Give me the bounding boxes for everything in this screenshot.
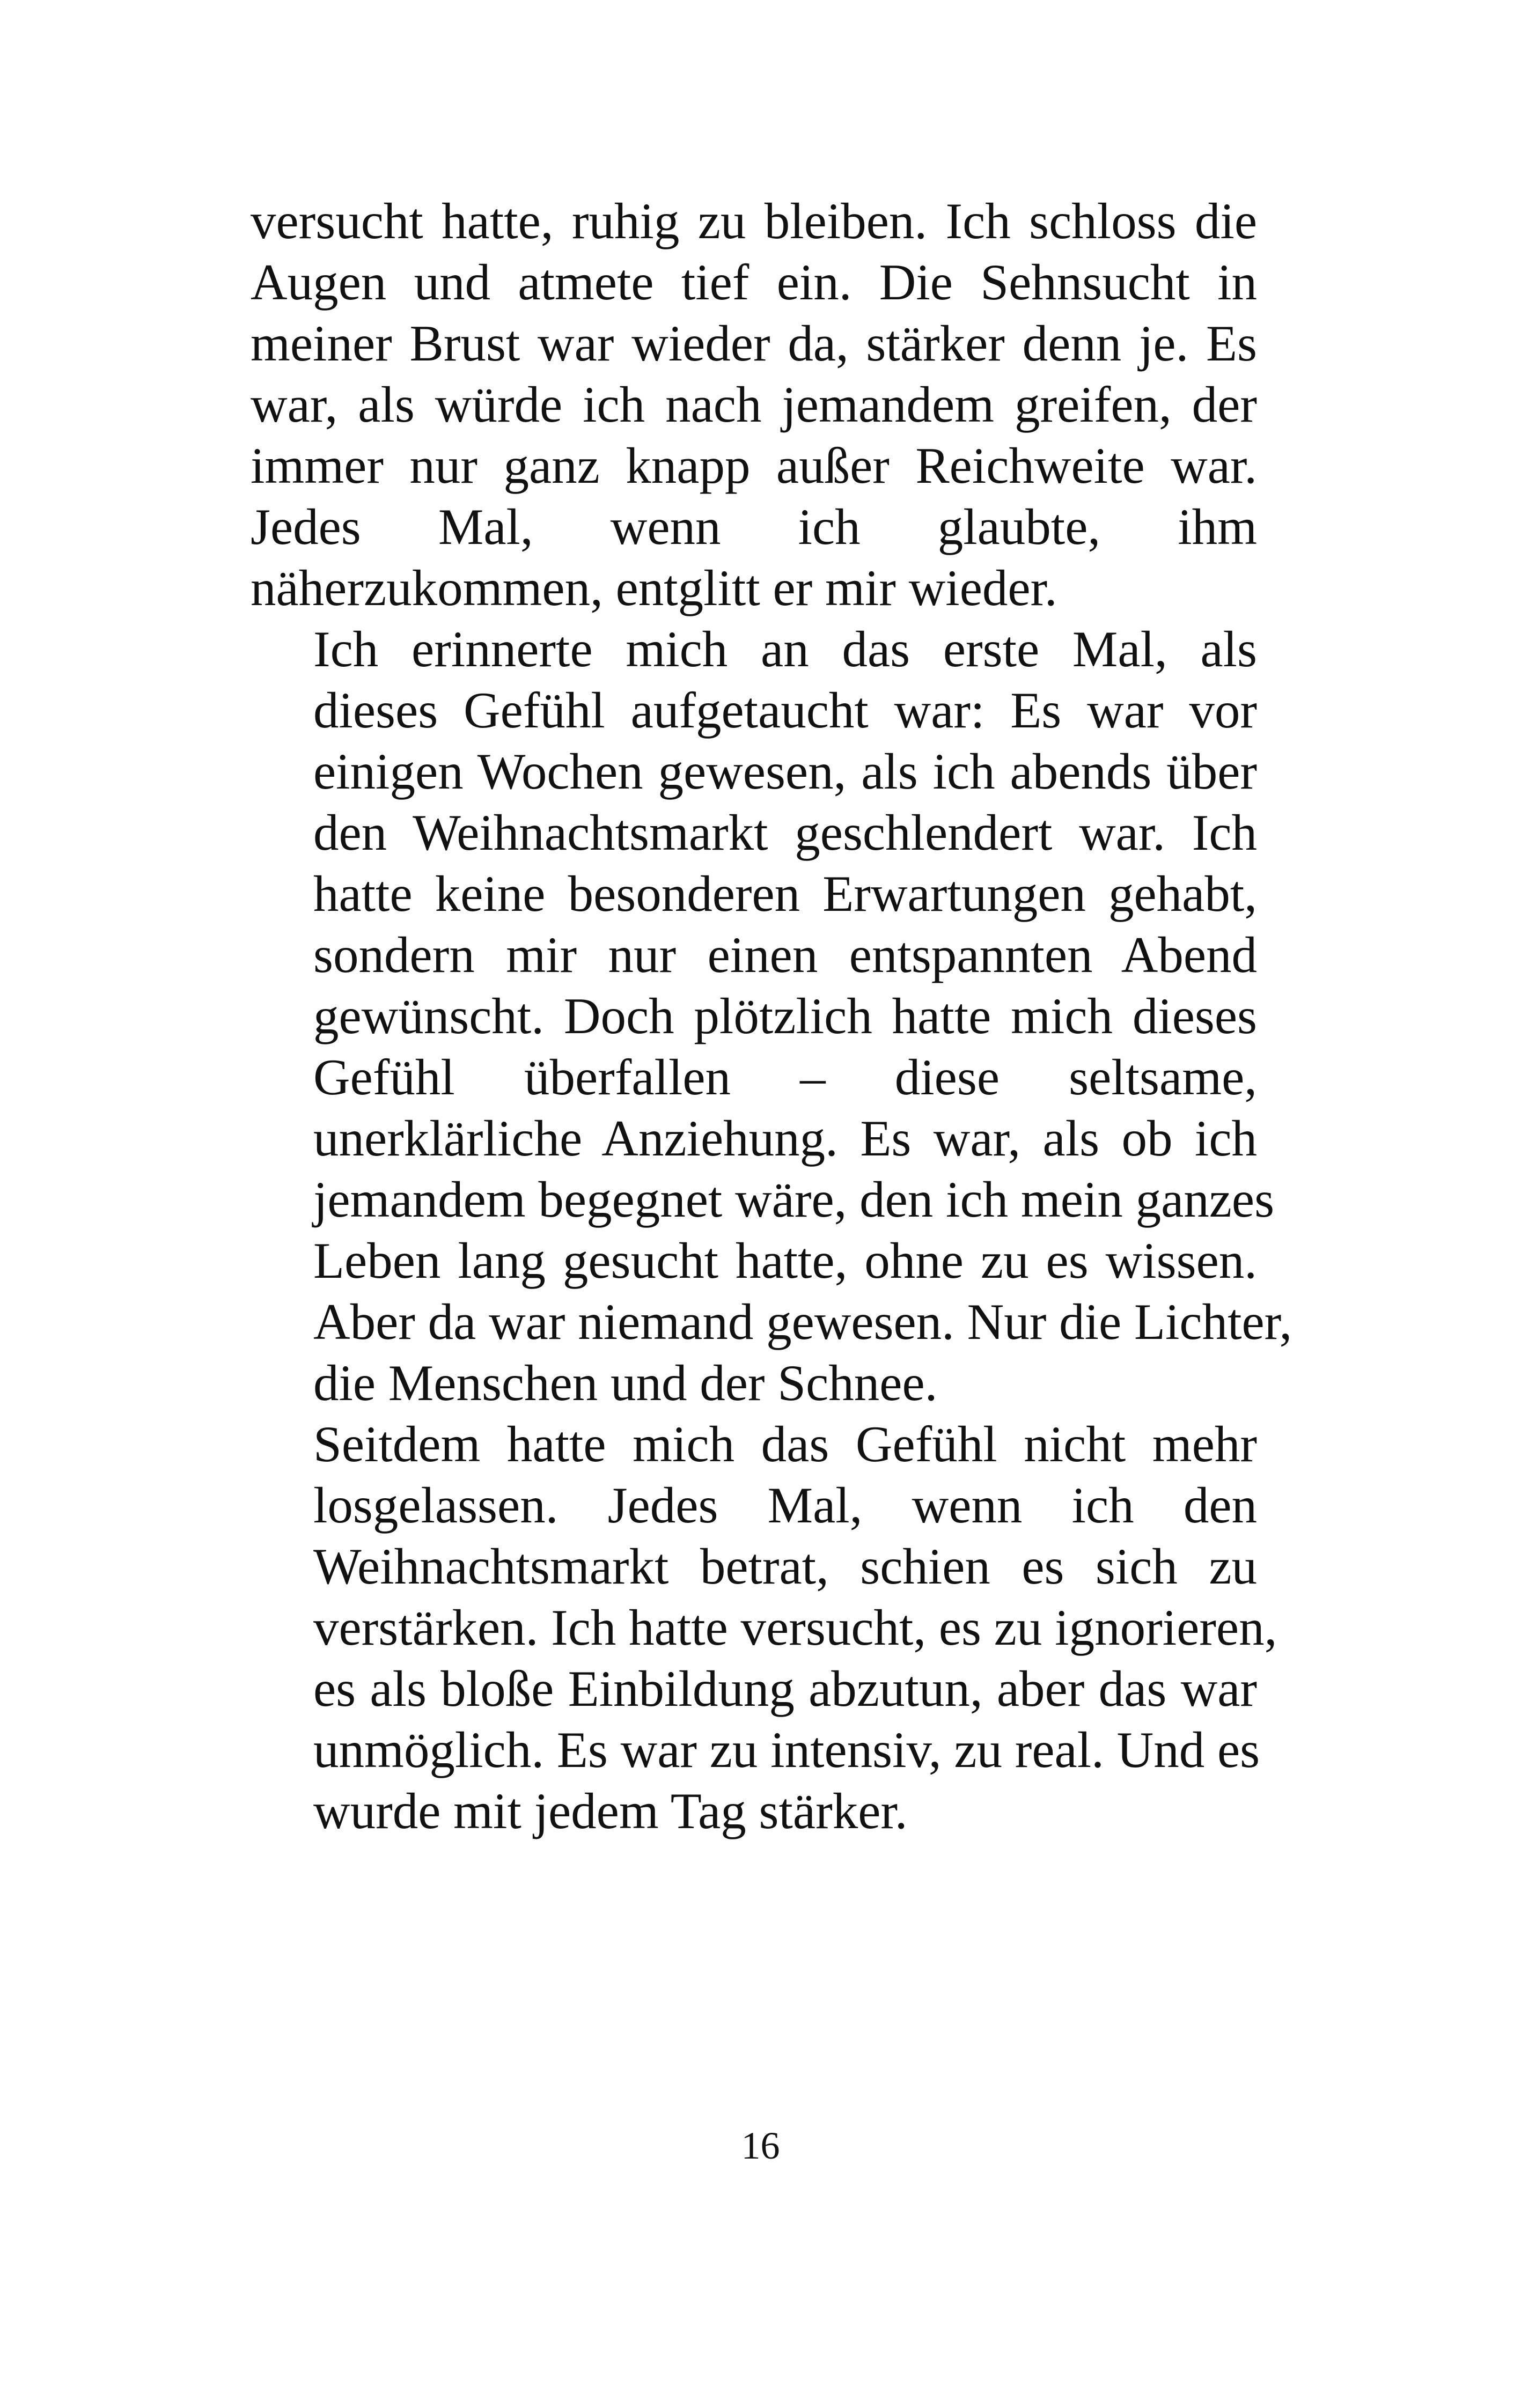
- body-text: [251, 190, 1292, 1842]
- text-line: Weihnachtsmarkt betrat, schien es sich zu: [313, 1538, 1257, 1595]
- text-line: war, als würde ich nach jemandem greifen, der: [251, 376, 1257, 433]
- text-line: Aber da war niemand gewesen. Nur die Lichter,: [313, 1293, 1292, 1350]
- text-line: meiner Brust war wieder da, stärker denn je. Es: [251, 315, 1257, 372]
- text-line: unerklärliche Anziehung. Es war, als ob ich: [313, 1110, 1257, 1167]
- text-line: es als bloße Einbildung abzutun, aber das war: [313, 1660, 1257, 1717]
- text-line: Seitdem hatte mich das Gefühl nicht mehr: [313, 1416, 1257, 1472]
- text-line: jemandem begegnet wäre, den ich mein ganzes: [313, 1171, 1275, 1228]
- text-line: die Menschen und der Schnee.: [313, 1354, 938, 1411]
- paragraph: [251, 618, 1292, 1413]
- text-line: hatte keine besonderen Erwartungen gehabt,: [313, 865, 1257, 922]
- text-line: Augen und atmete tief ein. Die Sehnsucht in: [251, 254, 1257, 311]
- text-line: dieses Gefühl aufgetaucht war: Es war vor: [313, 682, 1257, 739]
- paragraph: [251, 190, 1257, 618]
- page-number: 16: [741, 2124, 780, 2167]
- text-line: unmöglich. Es war zu intensiv, zu real. Und es: [313, 1721, 1260, 1778]
- text-line: wurde mit jedem Tag stärker.: [313, 1783, 908, 1839]
- text-line: verstärken. Ich hatte versucht, es zu ignorieren,: [313, 1599, 1277, 1656]
- text-line: näherzukommen, entglitt er mir wieder.: [251, 559, 1057, 616]
- text-line: gewünscht. Doch plötzlich hatte mich dieses: [313, 988, 1257, 1044]
- text-line: versucht hatte, ruhig zu bleiben. Ich schloss die: [251, 193, 1257, 249]
- text-line: Jedes Mal, wenn ich glaubte, ihm: [251, 498, 1257, 555]
- text-line: den Weihnachtsmarkt geschlendert war. Ich: [313, 804, 1257, 861]
- text-line: Leben lang gesucht hatte, ohne zu es wissen.: [313, 1232, 1257, 1289]
- text-line: Ich erinnerte mich an das erste Mal, als: [313, 621, 1257, 678]
- text-line: einigen Wochen gewesen, als ich abends über: [313, 743, 1257, 800]
- text-line: losgelassen. Jedes Mal, wenn ich den: [313, 1477, 1257, 1534]
- text-line: immer nur ganz knapp außer Reichweite war.: [251, 437, 1257, 494]
- paragraph: [251, 1413, 1277, 1842]
- text-line: sondern mir nur einen entspannten Abend: [313, 926, 1257, 983]
- text-line: Gefühl überfallen – diese seltsame,: [313, 1049, 1257, 1106]
